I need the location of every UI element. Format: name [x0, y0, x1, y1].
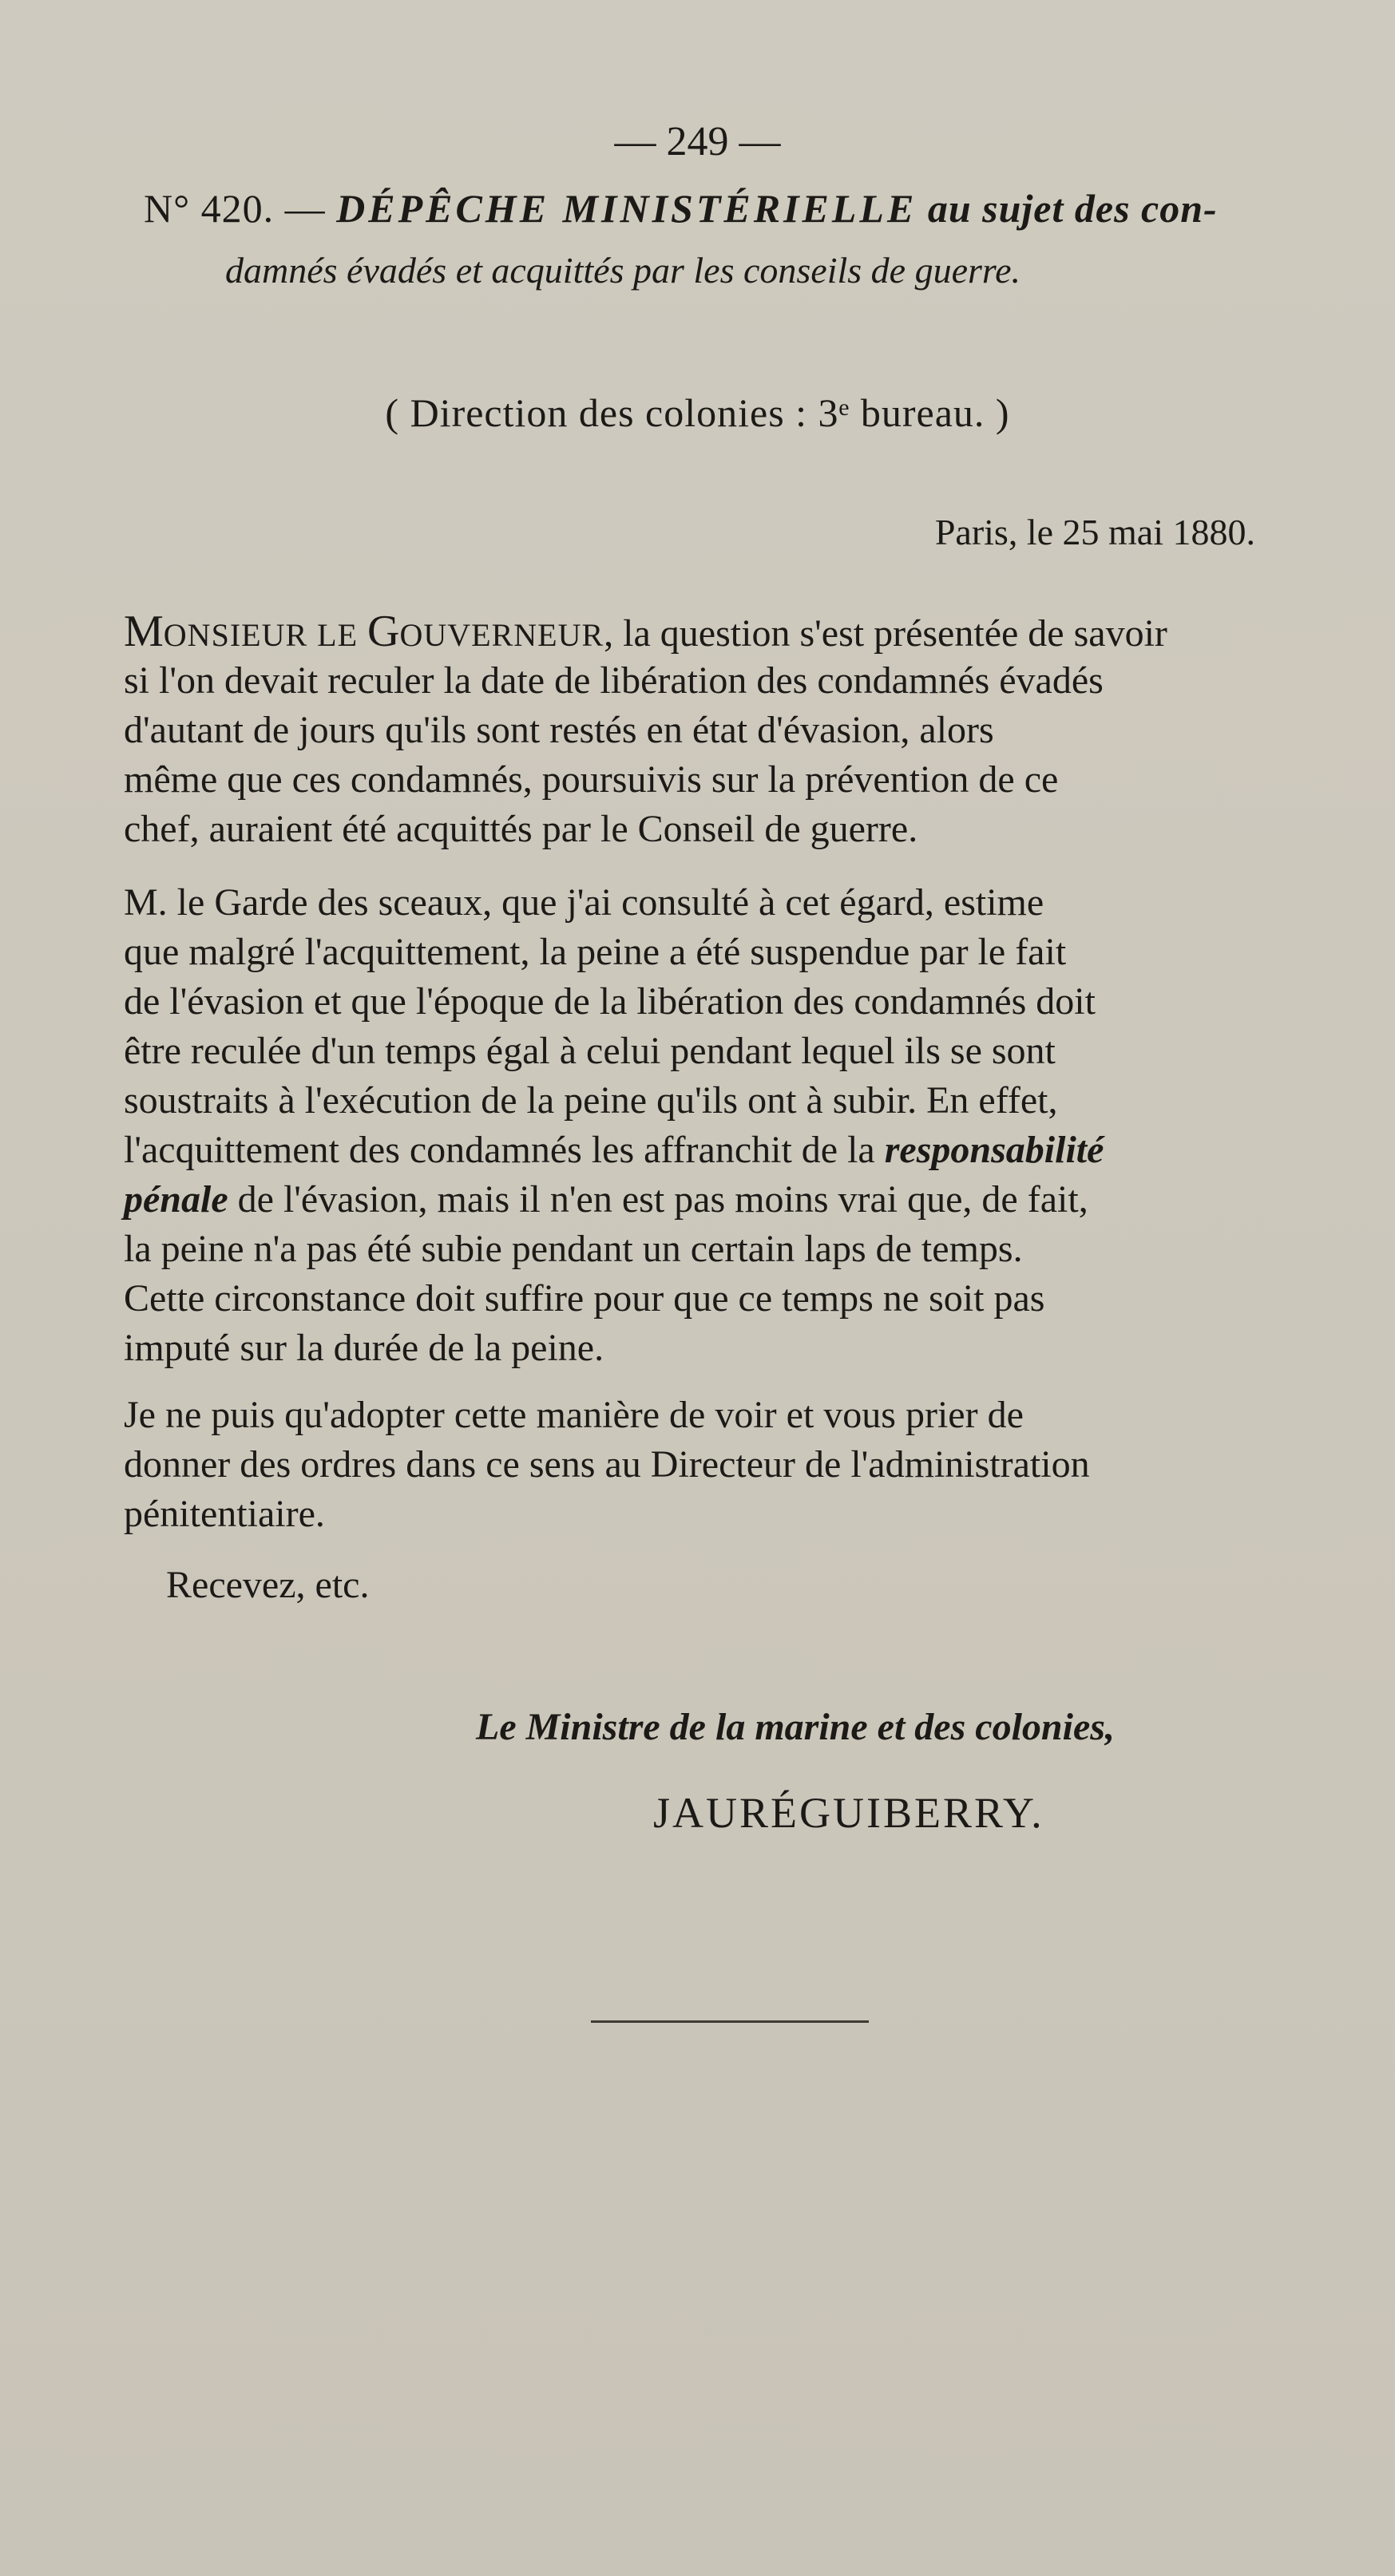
document-subject: damnés évadés et acquittés par les conseils de guerre.: [225, 250, 1021, 291]
italic-term-responsabilite: responsabilité: [884, 1129, 1104, 1171]
paragraph-1-line: d'autant de jours qu'ils sont restés en état d'évasion, alors: [124, 709, 994, 751]
paragraph-3-line: Je ne puis qu'adopter cette manière de voir et vous prier de: [124, 1394, 1024, 1436]
paragraph-2-line: Cette circonstance doit suffire pour que ce temps ne soit pas: [124, 1277, 1045, 1320]
paragraph-2-line: de l'évasion et que l'époque de la libération des condamnés doit: [124, 980, 1096, 1023]
paragraph-2-line: [124, 1175, 1330, 1225]
salutation-word-onsieur: ONSIEUR: [163, 617, 308, 653]
heading-line-1: [144, 185, 1357, 231]
paragraph-2-line: être reculée d'un temps égal à celui pendant lequel ils se sont: [124, 1030, 1056, 1072]
paragraph-3: [124, 1391, 1330, 1539]
paragraph-1: [124, 607, 1330, 854]
paragraph-2-line-text: de l'évasion, mais il n'en est pas moins vrai que, de fait,: [228, 1178, 1088, 1221]
paragraph-2-line: imputé sur la durée de la peine.: [124, 1327, 604, 1369]
paragraph-2: [124, 878, 1330, 1373]
salutation-initial-g: G: [367, 607, 400, 656]
closing-formula: Recevez, etc.: [166, 1564, 370, 1606]
document-title: DÉPÊCHE MINISTÉRIELLE: [336, 186, 917, 231]
paragraph-3-line: pénitentiaire.: [124, 1493, 325, 1535]
paragraph-2-line-text: l'acquittement des condamnés les affranchit de la: [124, 1129, 885, 1171]
paragraph-1-line: chef, auraient été acquittés par le Conseil de guerre.: [124, 808, 918, 850]
end-rule: [591, 2020, 869, 2023]
dateline: Paris, le 25 mai 1880.: [934, 512, 1255, 552]
document-number: N° 420. —: [144, 186, 326, 231]
salutation-word-le: LE: [317, 617, 359, 653]
direction-note: ( Direction des colonies : 3ᵉ bureau. ): [385, 390, 1010, 435]
signature-title: Le Ministre de la marine et des colonies,: [476, 1706, 1115, 1748]
page-number: — 249 —: [614, 119, 781, 164]
paragraph-2-line: que malgré l'acquittement, la peine a été suspendue par le fait: [124, 931, 1067, 973]
signature-name: JAURÉGUIBERRY.: [653, 1789, 1044, 1837]
salutation-word-ouverneur: OUVERNEUR: [399, 617, 604, 653]
document-subject-intro: au sujet des con-: [927, 186, 1218, 231]
paragraph-2-line: M. le Garde des sceaux, que j'ai consulté à cet égard, estime: [124, 881, 1044, 924]
paragraph-1-line: si l'on devait reculer la date de libération des condamnés évadés: [124, 659, 1104, 702]
salutation-rest: , la question s'est présentée de savoir: [604, 612, 1167, 655]
paragraph-3-line: donner des ordres dans ce sens au Directeur de l'administration: [124, 1443, 1090, 1486]
salutation-initial-m: M: [124, 607, 164, 656]
paragraph-2-line: la peine n'a pas été subie pendant un certain laps de temps.: [124, 1228, 1023, 1270]
paragraph-1-line: même que ces condamnés, poursuivis sur la prévention de ce: [124, 758, 1059, 801]
paragraph-2-line: [124, 1126, 1330, 1175]
italic-term-penale: pénale: [124, 1178, 228, 1221]
salutation-line: [124, 607, 1330, 656]
paragraph-2-line: soustraits à l'exécution de la peine qu'ils ont à subir. En effet,: [124, 1079, 1058, 1122]
